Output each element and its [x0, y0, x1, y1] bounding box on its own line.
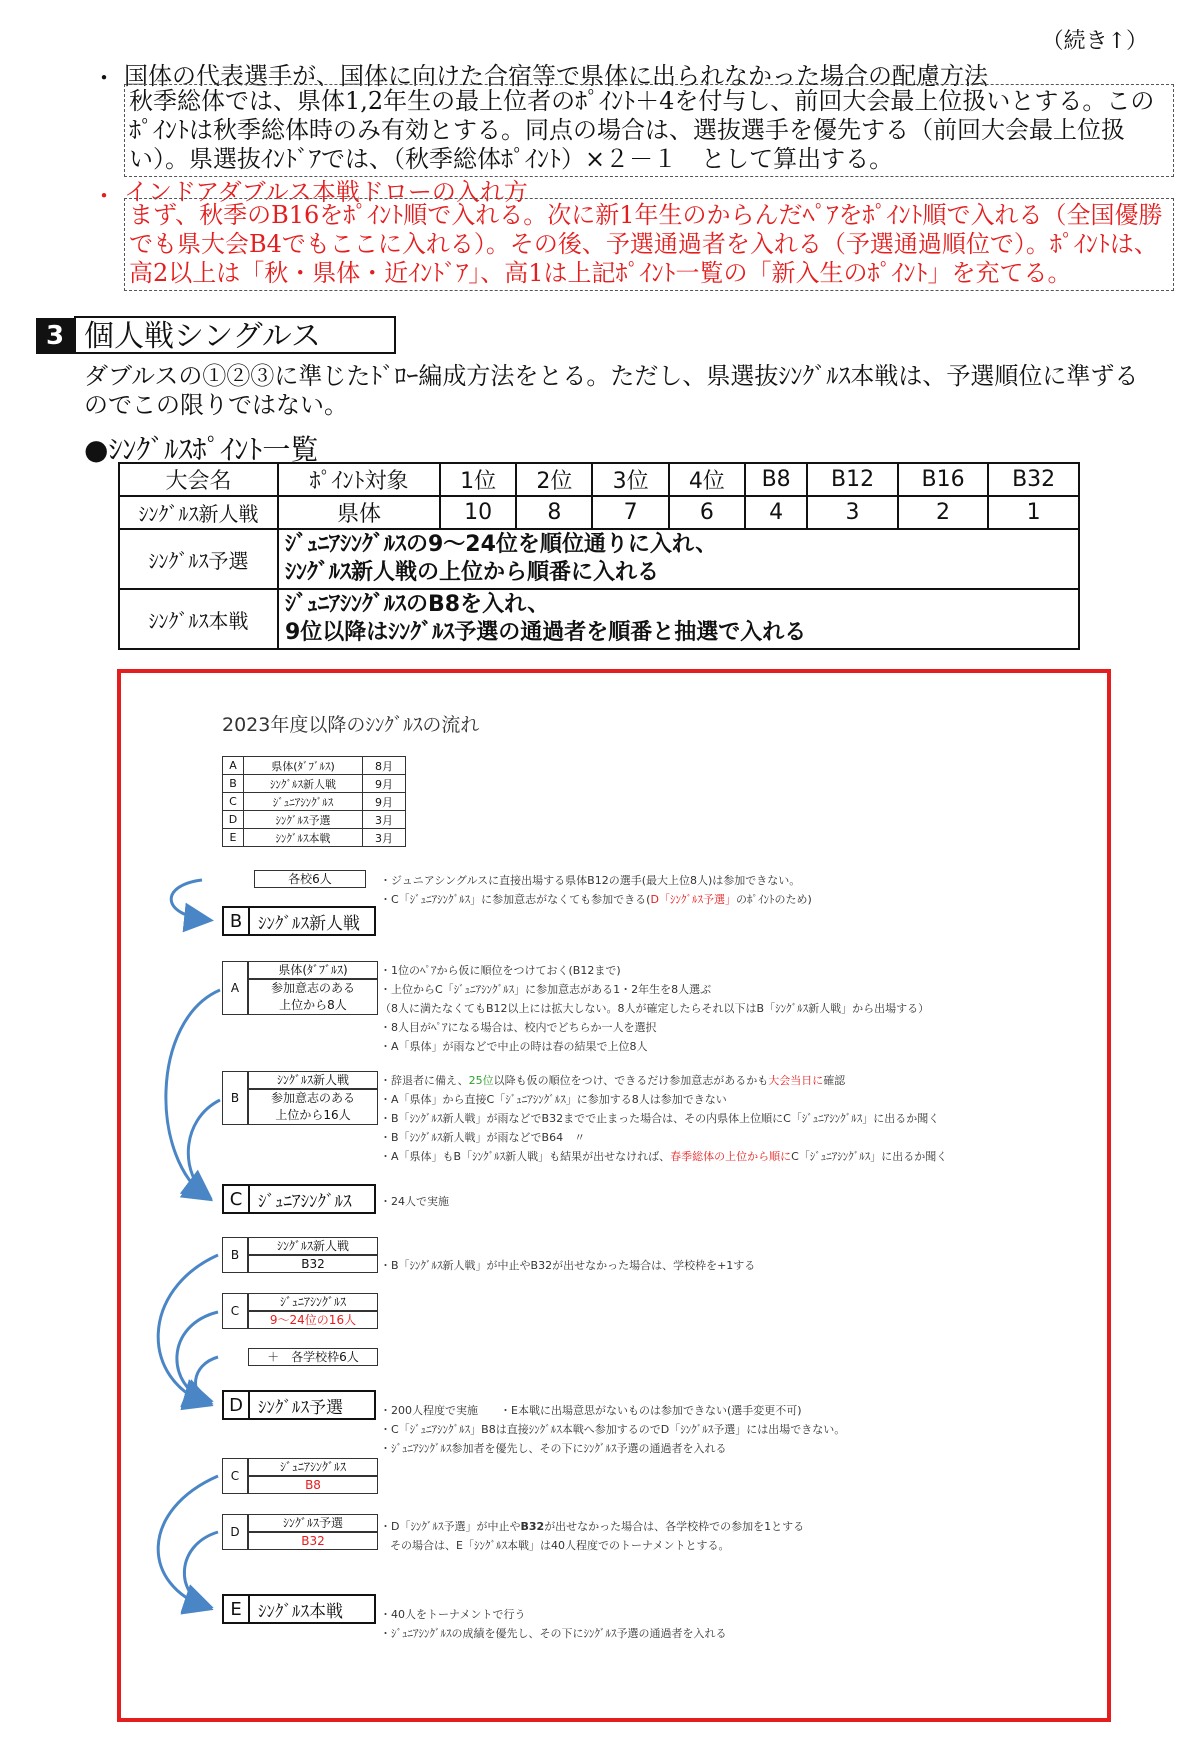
- paragraph-line: ダブルスの①②③に準じたﾄﾞﾛｰ編成方法をとる。ただし、県選抜ｼﾝｸﾞﾙｽ本戦は、予選順位に準ずる: [84, 362, 1139, 390]
- table-row: [223, 829, 406, 847]
- schedule-table: [222, 756, 406, 847]
- stage-letter: B: [224, 908, 250, 934]
- header-cell: 大会名: [119, 463, 278, 496]
- table-cell: D: [223, 811, 244, 829]
- section-title: 個人戦シングルス: [74, 316, 396, 354]
- stage-e: [222, 1594, 376, 1624]
- bullet-line: まず、秋季のB16をﾎﾟｲﾝﾄ順で入れる。次に新1年生のからんだﾍﾟｱをﾎﾟｲﾝﾄ順で入れる（全国優勝: [129, 201, 1163, 229]
- table-cell: [278, 589, 1079, 649]
- table-cell: ｼﾝｸﾞﾙｽ予選: [119, 529, 278, 589]
- source-cell: ｼﾝｸﾞﾙｽ予選: [248, 1514, 378, 1532]
- stage-name: ｼﾞｭﾆｱｼﾝｸﾞﾙｽ: [258, 1191, 352, 1212]
- table-cell: 4: [745, 496, 807, 529]
- table-cell: ｼﾝｸﾞﾙｽ新人戦: [119, 496, 278, 529]
- table-row: [119, 529, 1079, 589]
- header-cell: 1位: [440, 463, 516, 496]
- table-cell: 県体: [278, 496, 440, 529]
- cell-line: 上位から8人: [279, 998, 347, 1012]
- flow-note: ・ジュニアシングルスに直接出場する県体B12の選手(最大上位8人)は参加できない。: [380, 874, 801, 887]
- flow-note: ・200人程度で実施 ・E本戦に出場意思がないものは参加できない(選手変更不可): [380, 1404, 802, 1417]
- header-cell: 2位: [516, 463, 592, 496]
- header-cell: B16: [898, 463, 988, 496]
- table-cell: ｼﾝｸﾞﾙｽ本戦: [119, 589, 278, 649]
- note-part: 大会当日に: [768, 1074, 824, 1087]
- table-cell: A: [223, 757, 244, 775]
- source-label: B: [222, 1071, 248, 1125]
- stage-d: [222, 1390, 376, 1420]
- bullet-line: い）。県選抜ｲﾝﾄﾞｱでは、（秋季総体ﾎﾟｲﾝﾄ）×２－１ として算出する。: [129, 145, 894, 173]
- stage-letter: C: [224, 1186, 250, 1212]
- source-cell: B32: [248, 1255, 378, 1273]
- stage-name: ｼﾝｸﾞﾙｽ本戦: [258, 1601, 343, 1622]
- plus-box: ＋ 各学校枠6人: [248, 1348, 378, 1366]
- flow-note: ・B「ｼﾝｸﾞﾙｽ新人戦」が雨などでB32までで止まった場合は、その内県体上位順にC「ｼﾞｭﾆｱｼﾝｸﾞﾙｽ」に出るか聞く: [380, 1112, 940, 1125]
- flow-note: ・ｼﾞｭﾆｱｼﾝｸﾞﾙｽ参加者を優先し、その下にｼﾝｸﾞﾙｽ予選の通過者を入れる: [380, 1442, 727, 1455]
- points-table: [118, 462, 1080, 650]
- flow-note: ・上位からC「ｼﾞｭﾆｱｼﾝｸﾞﾙｽ」に参加意志がある1・2年生を8人選ぶ: [380, 983, 712, 996]
- cell-line: ｼﾝｸﾞﾙｽ新人戦の上位から順番に入れる: [285, 560, 660, 585]
- note-part: B32: [520, 1520, 545, 1533]
- note-part: ・辞退者に備え、: [380, 1074, 469, 1087]
- table-cell: 8: [516, 496, 592, 529]
- table-row: [119, 589, 1079, 649]
- source-label: D: [222, 1514, 248, 1550]
- table-cell: 2: [898, 496, 988, 529]
- stage-name: ｼﾝｸﾞﾙｽ新人戦: [258, 913, 360, 934]
- note-part: C「ｼﾞｭﾆｱｼﾝｸﾞﾙｽ」に出るか聞く: [791, 1150, 948, 1163]
- table-cell: 8月: [363, 757, 406, 775]
- source-label: C: [222, 1458, 248, 1494]
- bullet-mark: ・: [92, 64, 116, 92]
- source-cell: 県体(ﾀﾞﾌﾞﾙｽ): [248, 961, 378, 979]
- header-cell: B32: [988, 463, 1079, 496]
- source-cell: ｼﾞｭﾆｱｼﾝｸﾞﾙｽ: [248, 1293, 378, 1311]
- note-part: ・C「ｼﾞｭﾆｱｼﾝｸﾞﾙｽ」に参加意志がなくても参加できる(: [380, 893, 651, 906]
- header-cell: 4位: [669, 463, 745, 496]
- cell-line: ｼﾞｭﾆｱｼﾝｸﾞﾙｽの9～24位を順位通りに入れ、: [285, 532, 718, 557]
- section-number: 3: [36, 318, 74, 354]
- stage-name: ｼﾝｸﾞﾙｽ予選: [258, 1397, 343, 1418]
- header-cell: B8: [745, 463, 807, 496]
- note-part: 以降も仮の順位をつけ、できるだけ参加意志があるかも: [493, 1074, 769, 1087]
- table-cell: ｼﾝｸﾞﾙｽ本戦: [244, 829, 363, 847]
- table-row: [223, 811, 406, 829]
- continued-mark: （続き↑）: [1041, 29, 1148, 54]
- bullet-line: 秋季総体では、県体1,2年生の最上位者のﾎﾟｲﾝﾄ＋4を付与し、前回大会最上位扱いとする。この: [129, 87, 1155, 115]
- flow-note: [380, 1518, 804, 1534]
- table-cell: [278, 529, 1079, 589]
- table-cell: C: [223, 793, 244, 811]
- table-cell: 10: [440, 496, 516, 529]
- cell-line: ｼﾞｭﾆｱｼﾝｸﾞﾙｽのB8を入れ、: [285, 592, 550, 617]
- stage-letter: D: [224, 1392, 250, 1418]
- section-paragraph: [84, 362, 1154, 420]
- note-part: が出せなかった場合は、各学校枠での参加を1とする: [544, 1520, 805, 1533]
- table-row: [223, 757, 406, 775]
- table-cell: ｼﾝｸﾞﾙｽ新人戦: [244, 775, 363, 793]
- flow-note: ・C「ｼﾞｭﾆｱｼﾝｸﾞﾙｽ」B8は直接ｼﾝｸﾞﾙｽ本戦へ参加するのでD「ｼﾝｸﾞﾙｽ予選」には出場できない。: [380, 1423, 846, 1436]
- header-cell: 3位: [592, 463, 668, 496]
- flow-note: ・A「県体」から直接C「ｼﾞｭﾆｱｼﾝｸﾞﾙｽ」に参加する8人は参加できない: [380, 1093, 727, 1106]
- source-cell: B8: [248, 1476, 378, 1494]
- kakukou-box: 各校6人: [254, 870, 366, 888]
- source-label: C: [222, 1293, 248, 1329]
- table-cell: 3月: [363, 829, 406, 847]
- table-header-row: [119, 463, 1079, 496]
- source-cell: B32: [248, 1532, 378, 1550]
- flow-note: [380, 1072, 845, 1088]
- flow-note: その場合は、E「ｼﾝｸﾞﾙｽ本戦」は40人程度でのトーナメントとする。: [390, 1539, 730, 1552]
- note-part: 確認: [823, 1074, 846, 1087]
- bullet-line: でも県大会B4でもここに入れる）。その後、予選通過者を入れる（予選通過順位で）。ﾎﾟｲﾝﾄは、: [129, 230, 1158, 258]
- flow-title: 2023年度以降のｼﾝｸﾞﾙｽの流れ: [222, 714, 480, 736]
- flow-note: ・40人をトーナメントで行う: [380, 1608, 526, 1621]
- table-cell: 9月: [363, 793, 406, 811]
- stage-c: [222, 1184, 376, 1214]
- paragraph-line: のでこの限りではない。: [84, 391, 348, 419]
- bullet-line: 高2以上は「秋・県体・近ｲﾝﾄﾞｱ」、高1は上記ﾎﾟｲﾝﾄ一覧の「新入生のﾎﾟｲﾝﾄ」を充てる。: [129, 259, 1072, 287]
- flow-note: ・ｼﾞｭﾆｱｼﾝｸﾞﾙｽの成績を優先し、その下にｼﾝｸﾞﾙｽ予選の通過者を入れる: [380, 1627, 727, 1640]
- flow-note: [380, 1148, 947, 1164]
- table-cell: 県体(ﾀﾞﾌﾞﾙｽ): [244, 757, 363, 775]
- table-cell: E: [223, 829, 244, 847]
- table-cell: ｼﾞｭﾆｱｼﾝｸﾞﾙｽ: [244, 793, 363, 811]
- points-title: ●ｼﾝｸﾞﾙｽﾎﾟｲﾝﾄ一覧: [84, 433, 319, 466]
- source-cell: [248, 979, 378, 1015]
- bullet-title: インドアダブルス本戦ドローの入れ方: [124, 178, 528, 206]
- table-cell: 6: [669, 496, 745, 529]
- bullet-line: ﾎﾟｲﾝﾄは秋季総体時のみ有効とする。同点の場合は、選抜選手を優先する（前回大会最上位扱: [129, 116, 1125, 144]
- source-cell: ｼﾝｸﾞﾙｽ新人戦: [248, 1237, 378, 1255]
- bullet-title: 国体の代表選手が、国体に向けた合宿等で県体に出られなかった場合の配慮方法: [124, 62, 988, 90]
- flow-note: ・B「ｼﾝｸﾞﾙｽ新人戦」が中止やB32が出せなかった場合は、学校枠を+1する: [380, 1259, 756, 1272]
- bullet-box: [124, 198, 1174, 291]
- table-row: [119, 496, 1079, 529]
- header-cell: ﾎﾟｲﾝﾄ対象: [278, 463, 440, 496]
- bullet-box: [124, 84, 1174, 177]
- note-part: ・A「県体」もB「ｼﾝｸﾞﾙｽ新人戦」も結果が出せなければ、: [380, 1150, 671, 1163]
- stage-b: [222, 906, 376, 936]
- flow-note: （8人に満たなくてもB12以上には拡大しない。8人が確定したらそれ以下はB「ｼﾝｸﾞﾙｽ新人戦」から出場する）: [380, 1002, 930, 1015]
- table-cell: ｼﾝｸﾞﾙｽ予選: [244, 811, 363, 829]
- cell-line: 上位から16人: [275, 1108, 351, 1122]
- stage-letter: E: [224, 1596, 250, 1622]
- cell-line: 参加意志のある: [270, 981, 355, 995]
- table-row: [223, 793, 406, 811]
- source-cell: ｼﾞｭﾆｱｼﾝｸﾞﾙｽ: [248, 1458, 378, 1476]
- flow-note: ・8人目がﾍﾟｱになる場合は、校内でどちらか一人を選択: [380, 1021, 657, 1034]
- table-row: [223, 775, 406, 793]
- source-label: A: [222, 961, 248, 1015]
- source-cell: ｼﾝｸﾞﾙｽ新人戦: [248, 1071, 378, 1089]
- table-cell: 3: [807, 496, 897, 529]
- note-part: D「ｼﾝｸﾞﾙｽ予選」: [650, 893, 736, 906]
- table-cell: 3月: [363, 811, 406, 829]
- header-cell: B12: [807, 463, 897, 496]
- cell-line: 9位以降はｼﾝｸﾞﾙｽ予選の通過者を順番と抽選で入れる: [285, 620, 807, 645]
- source-cell: [248, 1089, 378, 1125]
- flow-note: [380, 891, 812, 907]
- table-cell: 7: [592, 496, 668, 529]
- flow-note: ・B「ｼﾝｸﾞﾙｽ新人戦」が雨などでB64 〃: [380, 1131, 586, 1144]
- note-part: 春季総体の上位から順に: [670, 1150, 792, 1163]
- table-cell: B: [223, 775, 244, 793]
- cell-line: 参加意志のある: [270, 1091, 355, 1105]
- flow-note: ・24人で実施: [380, 1195, 449, 1208]
- bullet-mark: ・: [92, 182, 116, 210]
- note-part: 25位: [468, 1074, 494, 1087]
- note-part: のﾎﾟｲﾝﾄのため): [735, 893, 812, 906]
- table-cell: 1: [988, 496, 1079, 529]
- flow-note: ・1位のﾍﾟｱから仮に順位をつけておく(B12まで): [380, 964, 621, 977]
- source-cell: 9～24位の16人: [248, 1311, 378, 1329]
- source-label: B: [222, 1237, 248, 1273]
- flow-note: ・A「県体」が雨などで中止の時は春の結果で上位8人: [380, 1040, 648, 1053]
- table-cell: 9月: [363, 775, 406, 793]
- note-part: ・D「ｼﾝｸﾞﾙｽ予選」が中止や: [380, 1520, 521, 1533]
